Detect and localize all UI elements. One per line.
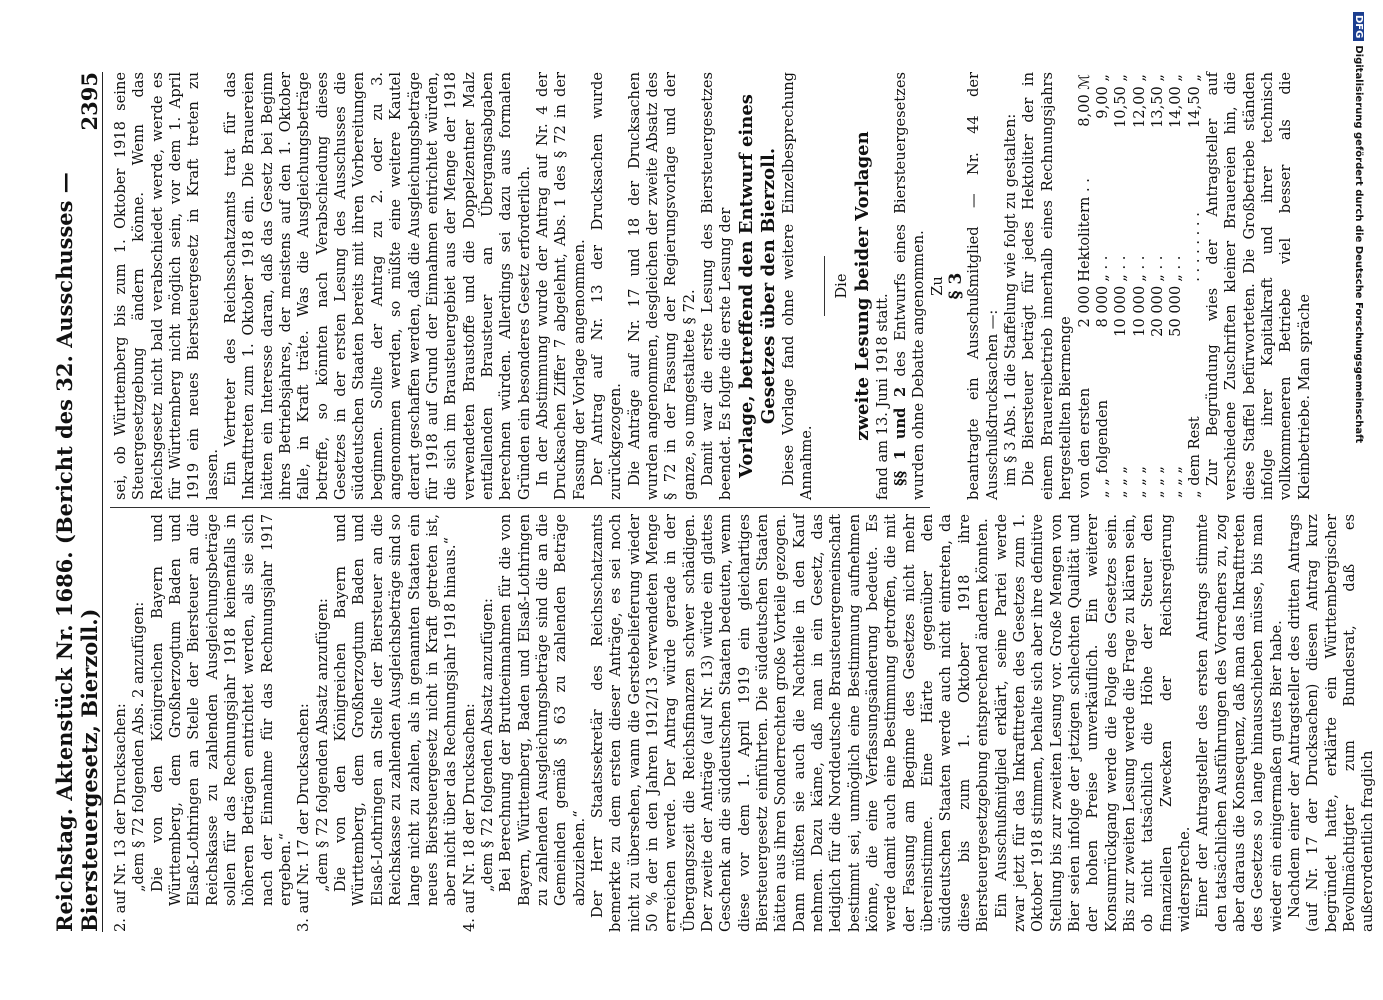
table-cell <box>1186 284 1204 354</box>
paragraph: Die von den Königreichen Bayern und Württemberg, dem Großherzogtum Baden und Elsaß-Lothringen an Stelle der Biersteuer an die Reichskasse zu zahlenden Ausgleichsbeträge sind so lange nicht zu zahlen, als in genannten Staaten ein neues Biersteuergesetz nicht in Kraft getreten ist, aber nicht über das Rechnungsjahr 1918 hinaus.“ <box>332 514 460 906</box>
section-heading: zweite Lesung beider Vorlagen <box>851 131 873 441</box>
paragraph: In der Abstimmung wurde der Antrag auf Nr. 4 der Drucksachen Ziffer 7 abgelehnt, Abs. 1 des § 72 in der Fassung der Vorlage angenommen. <box>533 72 588 500</box>
page-header <box>52 72 103 932</box>
table-cell: „ . . <box>1093 255 1111 282</box>
table-row <box>1112 72 1130 500</box>
table-cell: 2 000 <box>1075 285 1093 328</box>
paragraph: fand am 13. Juni 1918 statt. <box>873 293 891 500</box>
paragraph: Der Herr Staatssekretär des Reichsschatzamts bemerkte zu dem ersten dieser Anträge, es sei noch nicht zu übersehen, wann die Gerstebelieferung wieder 50 % der in den Jahren 1912/13 verwendeten Menge erreichen werde. Der Antrag würde gerade in der Übergangszeit die Reichsfinanzen schwer schädigen. Der zweite der Anträge (auf Nr. 13) würde ein glattes Geschenk an die süddeutschen Staaten bedeuten, wenn diese vor dem 1. April 1919 ein gleichartiges Biersteuergesetz einführten. Die süddeutschen Staaten hätten aus ihren Sonderrechten große Vorteile gezogen. Dann müßten sie auch die Nachteile in den Kauf nehmen. Dazu käme, daß man in ein Gesetz, das lediglich für die Norddeutsche Brausteuergemeinschaft bestimmt sei, unmöglich eine Bestimmung aufnehmen könne, die eine Verfassungsänderung bedeute. Es werde damit auch eine Bestimmung getroffen, die mit der Fassung am Beginne des Gesetzes nicht mehr übereinstimme. Eine Härte gegenüber den süddeutschen Staaten werde auch nicht eintreten, da diese bis zum 1. Oktober 1918 ihre Biersteuergesetzgebung entsprechend ändern könnten. <box>588 514 992 932</box>
table-cell: . . . . . . . . <box>1185 212 1203 282</box>
table-cell: „ „ folgenden <box>1093 399 1111 498</box>
paragraph: beantragte ein Ausschußmitglied — Nr. 44 der Ausschußdrucksachen —: <box>965 72 1001 500</box>
table-row <box>1094 72 1112 500</box>
paragraph: Nachdem einer der Antragsteller des dritten Antrags (auf Nr. 17 der Drucksachen) diesen Antrag kurz begründet hatte, erklärte ein Württembergischer Bevollmächtigter zum Bundesrat, daß es außerordentlich fraglich <box>1286 514 1377 932</box>
dfg-logo: DFG <box>1354 12 1365 41</box>
table-cell: 9,00 „ <box>1093 74 1111 119</box>
table-cell: 8 000 <box>1093 285 1111 328</box>
digitization-note <box>1352 12 1366 512</box>
paragraph: „dem § 72 folgenden Absatz anzufügen: <box>313 598 331 892</box>
paragraph: sei, ob Württemberg bis zum 1. Oktober 1918 seine Steuergesetzgebung ändern könne. Wenn das Reichsgesetz nicht bald verabschiedet werde, werde es für Württemberg nicht möglich sein, vor dem 1. April 1919 ein neues Biersteuergesetz in Kraft treten zu lassen. <box>112 72 221 500</box>
table-cell: „ . . <box>1130 255 1148 282</box>
list-item: 4. auf Nr. 18 der Drucksachen: <box>460 703 478 932</box>
paragraph: Ein Vertreter des Reichsschatzamts trat für das Inkrafttreten zum 1. Oktober 1918 ein. Die Brauereien hätten ein Interesse daran, daß das Gesetz bei Beginn ihres Betriebsjahres, der meistens auf den 1. Oktober falle, in Kraft träte. Was die Ausgleichungsbeträge betreffe, so könnten nach Verabschiedung dieses Gesetzes in der ersten Lesung des Ausschusses die süddeutschen Staaten bereits mit ihren Vorbereitungen beginnen. Sollte der Antrag zu 2. oder zu 3. angenommen werden, so müßte eine weitere Kautel derart geschaffen werden, daß die Ausgleichungsbeträge für 1918 auf Grund der Einnahmen entrichtet würden, die sich im Brausteuergebiet aus der Menge der 1918 verwendeten Braustoffe und die Doppelzentner Malz entfallenden Brausteuer an Übergangsabgaben berechnen würden. Allerdings sei dazu aus formalen Gründen ein besonderes Gesetz erforderlich. <box>222 72 533 500</box>
paragraph: Zur Begründung wies der Antragsteller auf verschiedene Zuschriften kleiner Brauereien hin, die diese Staffel befürworteten. Die Großbetriebe ständen infolge ihrer Kapitalkraft und ihrer technisch vollkommeneren Betriebe viel besser als die Kleinbetriebe. Man spräche <box>1203 72 1313 500</box>
left-column <box>112 514 1378 932</box>
list-item: 3. auf Nr. 17 der Drucksachen: <box>295 703 313 932</box>
table-cell: 13,50 „ <box>1148 74 1166 128</box>
paragraph: Einer der Antragsteller des ersten Antrags stimmte den tatsächlichen Ausführungen des Vorredners zu, zog aber daraus die Konsequenz, daß man das Inkrafttreten des Gesetzes so lange hinausschieben müsse, bis man wieder ein einigermaßen gutes Bier habe. <box>1194 514 1285 932</box>
section-symbol: § 3 <box>946 272 967 300</box>
table-row <box>1149 72 1167 500</box>
list-item: 2. auf Nr. 13 der Drucksachen: <box>112 703 129 932</box>
right-column <box>112 72 1314 500</box>
table-cell: 10,50 „ <box>1112 74 1130 128</box>
table-cell: 10 000 <box>1112 285 1130 337</box>
paragraph: im § 3 Abs. 1 die Staffelung wie folgt zu gestalten: <box>1002 113 1020 486</box>
heading-prefix: Die <box>833 273 851 299</box>
table-row <box>1186 72 1204 500</box>
column-divider <box>110 507 930 508</box>
section-rule <box>824 256 825 316</box>
table-cell: „ „ „ <box>1167 466 1185 498</box>
table-row <box>1076 72 1094 500</box>
paragraph: Ein Ausschußmitglied erklärt, seine Partei werde zwar jetzt für das Inkrafttreten des Gesetzes zum 1. Oktober 1918 stimmen, behalte sich aber ihre definitive Stellung bis zur zweiten Lesung vor. Große Mengen von Bier seien infolge der jetzigen schlechten Qualität und der hohen Preise unverkäuflich. Ein weiterer Konsumrückgang werde die Folge des Gesetzes sein. Bis zur zweiten Lesung werde die Frage zu klären sein, ob nicht tatsächlich die Höhe der Steuer den finanziellen Zwecken der Reichsregierung widerspreche. <box>992 514 1193 932</box>
table-cell: „ „ „ <box>1130 466 1148 498</box>
paragraph: Der Antrag auf Nr. 13 der Drucksachen wurde zurückgezogen. <box>588 72 625 500</box>
table-cell: 8,00 ℳ <box>1075 74 1093 127</box>
section-ref: §§ 1 und 2 <box>892 386 910 486</box>
tax-rate-table <box>1076 72 1204 500</box>
table-cell: „ . . <box>1148 255 1166 282</box>
paragraph: „dem § 72 folgenden Absatz anzufügen: <box>478 598 496 892</box>
table-cell: 50 000 <box>1167 285 1185 337</box>
table-row <box>1131 72 1149 500</box>
paragraph: Die Anträge auf Nr. 17 und 18 der Drucksachen wurden angenommen, desgleichen der zweite Absatz des § 72 in der Fassung der Regierungsvorlage und der ganze, so umgestaltete § 72. <box>625 72 698 500</box>
table-cell: „ . . <box>1167 255 1185 282</box>
heading-prefix: Zu <box>928 276 946 296</box>
table-cell: „ „ „ <box>1148 466 1166 498</box>
table-cell: 10 000 <box>1130 285 1148 337</box>
paragraph <box>892 72 929 500</box>
table-cell: Hektolitern . . <box>1075 178 1093 282</box>
paragraph: Die Biersteuer beträgt für jedes Hektoliter der in einem Brauereibetrieb innerhalb eines Rechnungsjahrs hergestellten Biermenge <box>1020 72 1075 500</box>
page-number: 2395 <box>77 72 102 131</box>
paragraph-text: des Entwurfs eines Biersteuergesetzes wurden ohne Debatte angenommen. <box>892 72 928 500</box>
section-heading: Vorlage, betreffend den Entwurf eines Gesetzes über den Bierzoll. <box>735 94 779 478</box>
table-cell: 14,00 „ <box>1167 74 1185 128</box>
table-cell: von den ersten <box>1075 387 1093 498</box>
paragraph: Bei Berechnung der Bruttoeinnahmen für die von Bayern, Württemberg, Baden und Elsaß-Lothringen zu zahlenden Ausgleichungsbeträge sind die an die Gemeinden gemäß § 63 zu zahlenden Beträge abzuziehen.“ <box>497 514 588 906</box>
paragraph: Die von den Königreichen Bayern und Württemberg, dem Großherzogtum Baden und Elsaß-Lothringen an Stelle der Biersteuer an die Reichskasse zu zahlenden Ausgleichungsbeträge sollen für das Rechnungsjahr 1918 keinenfalls in höheren Beträgen entrichtet werden, als sie sich nach der Einnahme für das Rechnungsjahr 1917 ergeben.“ <box>148 514 295 906</box>
funding-text: Digitalisierung gefördert durch die Deutsche Forschungsgemeinschaft <box>1353 45 1365 444</box>
table-cell: „ dem Rest <box>1185 416 1203 498</box>
table-cell: 12,00 „ <box>1130 74 1148 128</box>
table-cell: „ . . <box>1112 255 1130 282</box>
table-cell: 20 000 <box>1148 285 1166 337</box>
paragraph: Damit war die erste Lesung des Biersteuergesetzes beendet. Es folgte die erste Lesung der <box>699 72 735 500</box>
table-cell: 14,50 „ <box>1185 74 1203 128</box>
running-title: Reichstag. Aktenstück Nr. 1686. (Bericht des 32. Ausschusses — Biersteuergesetz, Bierzoll.) <box>52 172 102 932</box>
table-cell: „ „ „ <box>1112 466 1130 498</box>
paragraph: Diese Vorlage fand ohne weitere Einzelbesprechung Annahme. <box>779 72 816 500</box>
table-row <box>1167 72 1185 500</box>
paragraph: „dem § 72 folgenden Abs. 2 anzufügen: <box>130 601 148 892</box>
